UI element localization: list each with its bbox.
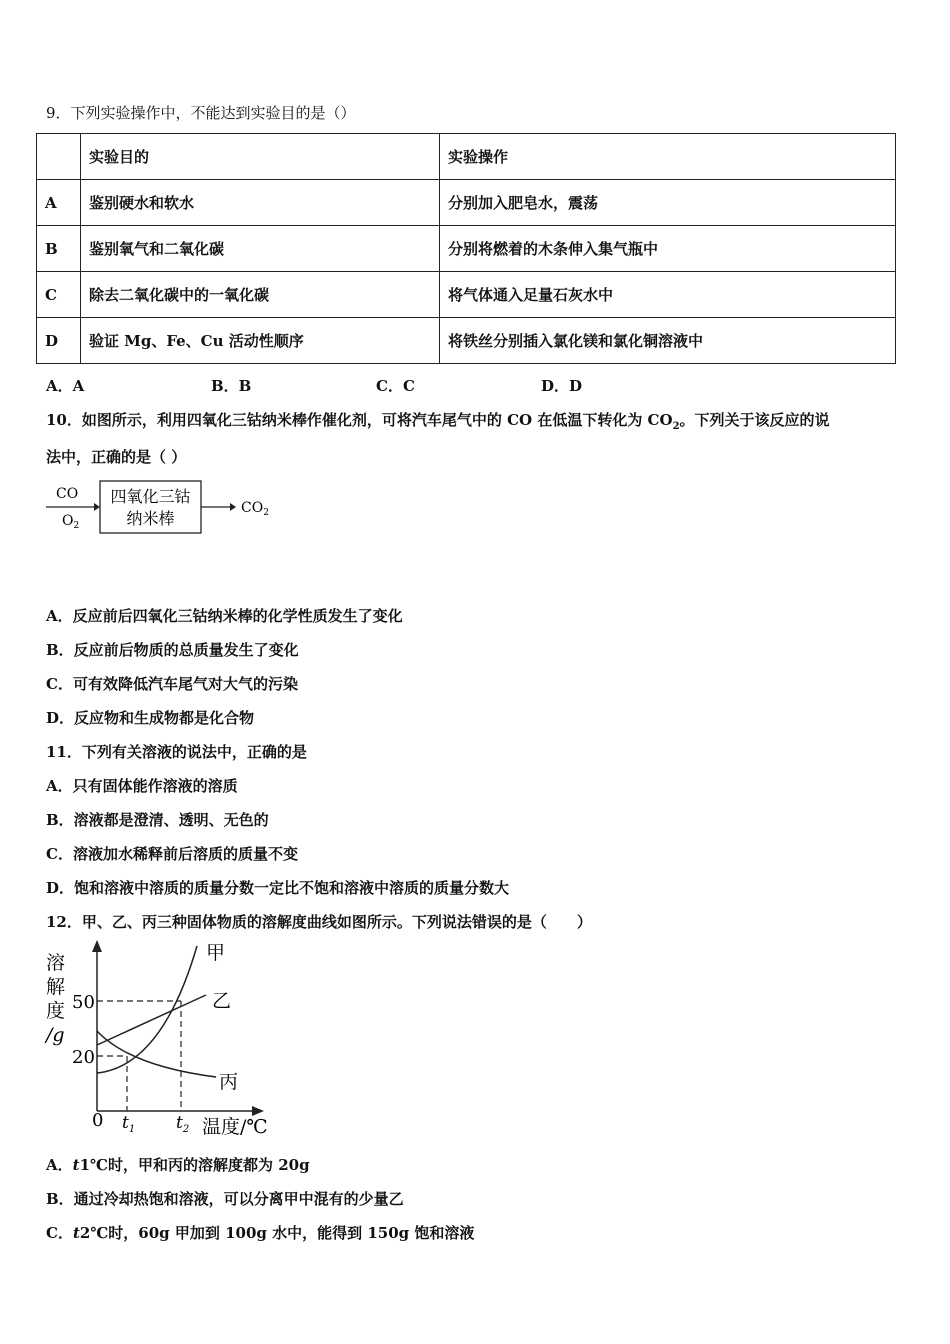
input-arrow-head: [94, 503, 100, 511]
q12-stem: 12．甲、乙、丙三种固体物质的溶解度曲线如图所示。下列说法错误的是（ ）: [46, 913, 592, 931]
catalyst-label-line2: 纳米棒: [126, 509, 175, 528]
table-cell: 鉴别硬水和软水: [81, 180, 440, 226]
table-cell: B: [37, 226, 81, 272]
origin-label: 0: [92, 1110, 104, 1131]
table-cell: C: [37, 272, 81, 318]
series-label-yi: 乙: [212, 990, 232, 1012]
q12-option-a: A．t1℃时，甲和丙的溶解度都为 20g: [46, 1156, 310, 1174]
q11-option-c: C．溶液加水稀释前后溶质的质量不变: [46, 845, 298, 863]
x-tick-t1: $t_1$: [122, 1113, 136, 1135]
y-tick-50: 50: [72, 992, 95, 1013]
q10-option-d: D．反应物和生成物都是化合物: [46, 709, 255, 727]
curve-bing: [97, 1031, 216, 1077]
q9-option-a: A．A: [46, 377, 85, 395]
product-co2-label: $CO_2$: [241, 500, 269, 518]
table-cell: 将铁丝分别插入氯化镁和氯化铜溶液中: [440, 318, 896, 364]
q10-option-b: B．反应前后物质的总质量发生了变化: [46, 641, 299, 659]
table-cell: 除去二氧化碳中的一氧化碳: [81, 272, 440, 318]
catalyst-label-line1: 四氧化三钴: [110, 487, 191, 506]
reactant-co-label: CO: [56, 486, 79, 502]
q11-option-b: B．溶液都是澄清、透明、无色的: [46, 811, 269, 829]
x-axis-label: 温度/℃: [202, 1116, 268, 1138]
q11-option-a: A．只有固体能作溶液的溶质: [46, 777, 238, 795]
table-row: [37, 226, 896, 272]
q10-stem-line1: 10．如图所示，利用四氧化三钴纳米棒作催化剂，可将汽车尾气中的 CO 在低温下转化为 $CO_2$。下列关于该反应的说: [46, 411, 830, 432]
table-header-row: [37, 134, 896, 180]
q9-option-b: B．B: [211, 377, 252, 395]
q10-stem-line2: 法中，正确的是（ ）: [46, 448, 187, 466]
q9-option-d: D．D: [541, 377, 583, 395]
q10-option-c: C．可有效降低汽车尾气对大气的污染: [46, 675, 298, 693]
table-cell: A: [37, 180, 81, 226]
output-arrow-head: [230, 503, 236, 511]
y-axis-label-char: 溶: [46, 952, 66, 974]
table-row: [37, 318, 896, 364]
table-cell: 分别加入肥皂水，震荡: [440, 180, 896, 226]
table-cell: 验证 Mg、Fe、Cu 活动性顺序: [81, 318, 440, 364]
x-tick-t2: $t_2$: [176, 1113, 190, 1135]
y-axis-label-char: 解: [46, 976, 66, 998]
q9-stem: 9．下列实验操作中，不能达到实验目的是（）: [46, 104, 356, 122]
catalyst-reaction-diagram: [40, 476, 300, 540]
y-axis-label-char: /g: [46, 1024, 65, 1046]
q12-option-c: C．t2℃时，60g 甲加到 100g 水中，能得到 150g 饱和溶液: [46, 1224, 475, 1242]
table-header-cell: [37, 134, 81, 180]
q11-stem: 11．下列有关溶液的说法中，正确的是: [46, 743, 307, 761]
q9-table: [36, 133, 896, 364]
y-axis-label-char: 度: [46, 1000, 66, 1022]
q11-option-d: D．饱和溶液中溶质的质量分数一定比不饱和溶液中溶质的质量分数大: [46, 879, 510, 897]
y-tick-20: 20: [72, 1047, 95, 1068]
q12-option-b: B．通过冷却热饱和溶液，可以分离甲中混有的少量乙: [46, 1190, 404, 1208]
table-row: [37, 272, 896, 318]
curve-jia: [97, 946, 197, 1073]
y-axis-arrow: [92, 940, 102, 952]
table-header-cell: 实验目的: [81, 134, 440, 180]
series-label-jia: 甲: [206, 942, 226, 964]
q9-option-c: C．C: [376, 377, 415, 395]
q10-option-a: A．反应前后四氧化三钴纳米棒的化学性质发生了变化: [46, 607, 403, 625]
table-row: [37, 180, 896, 226]
table-cell: 分别将燃着的木条伸入集气瓶中: [440, 226, 896, 272]
solubility-curve-chart: [40, 936, 280, 1142]
table-cell: D: [37, 318, 81, 364]
table-cell: 鉴别氧气和二氧化碳: [81, 226, 440, 272]
reactant-o2-label: $O_2$: [62, 513, 80, 531]
series-label-bing: 丙: [219, 1071, 239, 1093]
table-cell: 将气体通入足量石灰水中: [440, 272, 896, 318]
table-header-cell: 实验操作: [440, 134, 896, 180]
x-axis-arrow: [252, 1106, 264, 1116]
curve-yi: [97, 995, 206, 1045]
